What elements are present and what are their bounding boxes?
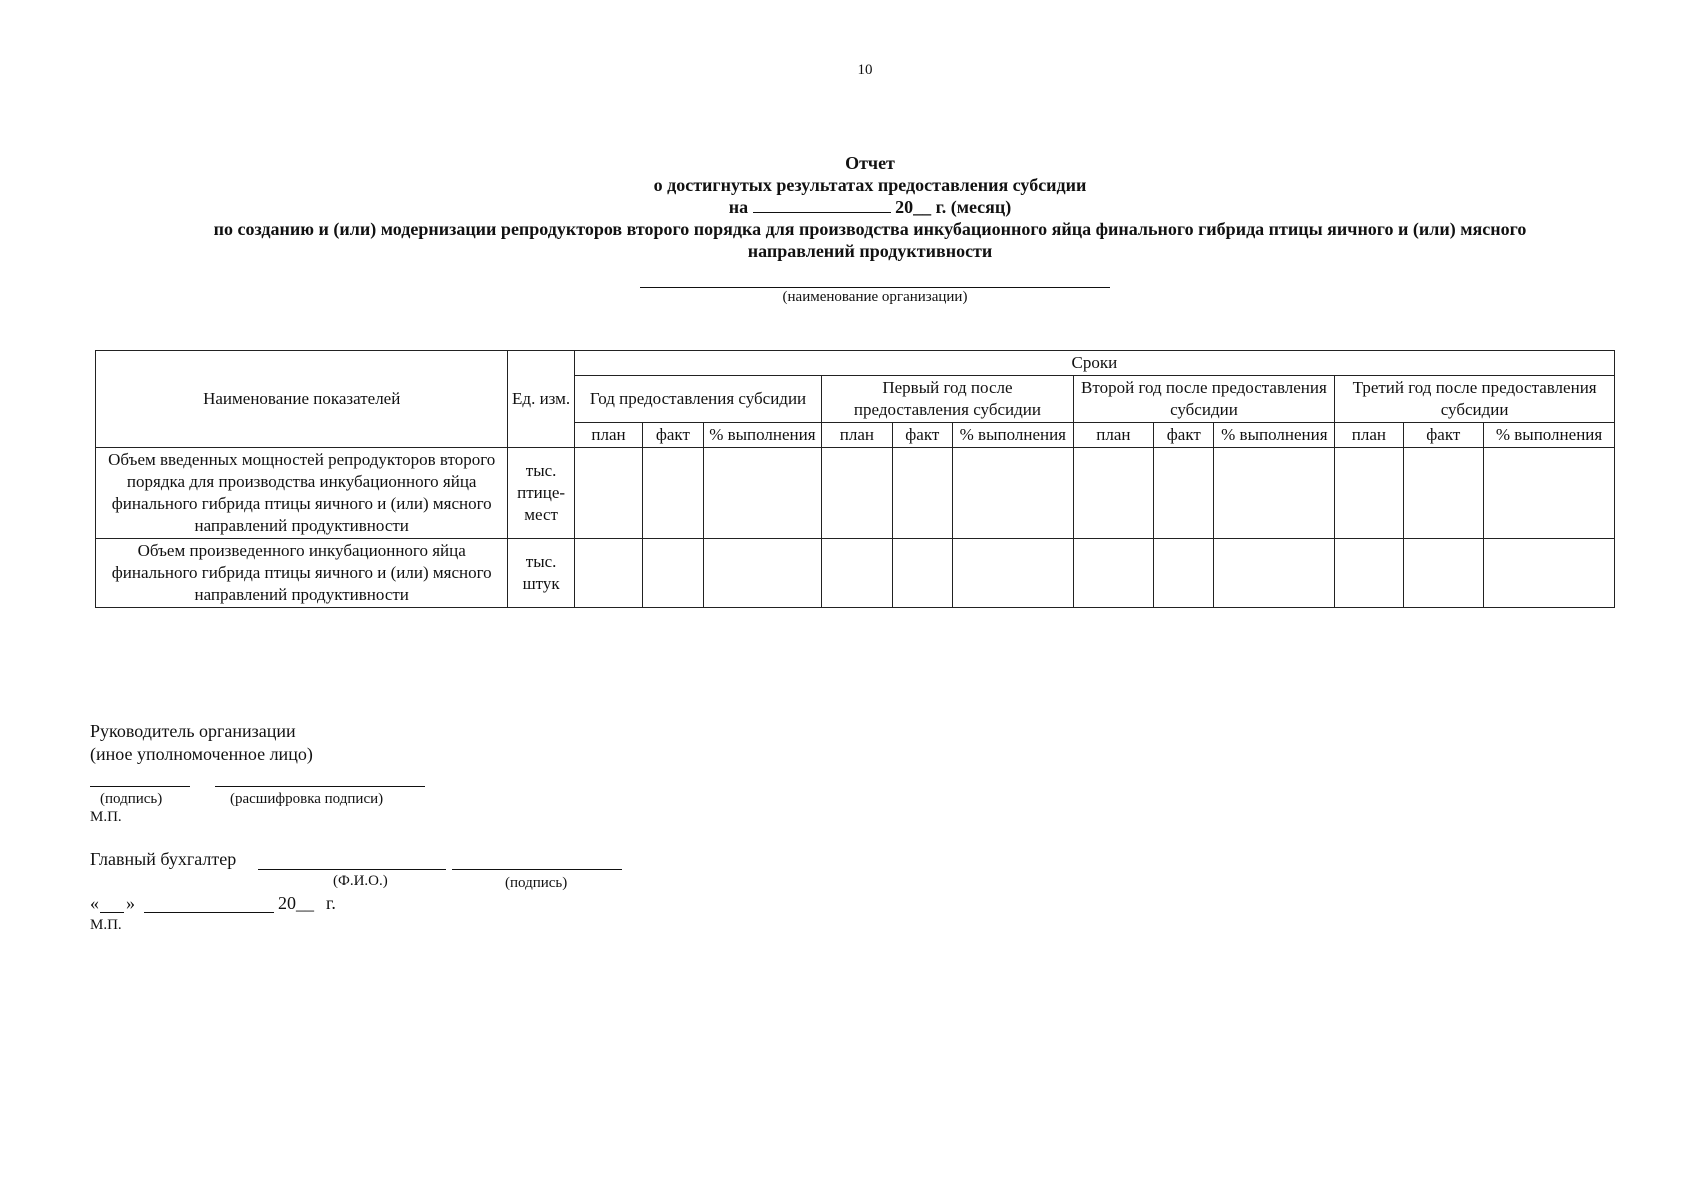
header-fact: факт [892,423,952,448]
head-signature-caption: (подпись) [100,791,163,807]
empty-cell[interactable] [952,539,1073,608]
empty-cell[interactable] [1154,448,1214,539]
empty-cell[interactable] [574,448,642,539]
head-title-alt: (иное уполномоченное лицо) [90,744,313,764]
report-title [100,152,1640,262]
day-blank-line[interactable] [100,912,124,913]
empty-cell[interactable] [1403,539,1483,608]
header-period-0: Год предоставления субсидии [574,376,821,423]
fio-caption: (Ф.И.О.) [333,873,388,889]
date-quote-close: » [126,893,135,913]
organization-name-caption: (наименование организации) [782,289,968,305]
empty-cell[interactable] [643,539,703,608]
header-terms: Сроки [574,351,1614,376]
accountant-signature-line[interactable] [452,869,622,870]
empty-cell[interactable] [1073,539,1153,608]
header-fact: факт [643,423,703,448]
stamp-label-1: М.П. [90,809,122,825]
title-line-2: о достигнутых результатах предоставления субсидии [653,175,1087,195]
head-decode-line[interactable] [215,786,425,787]
header-row-terms [96,351,1615,376]
empty-cell[interactable] [1214,539,1335,608]
empty-cell[interactable] [952,448,1073,539]
month-blank-line[interactable] [144,912,274,913]
empty-cell[interactable] [1484,448,1615,539]
header-plan: план [1073,423,1153,448]
head-decode-caption: (расшифровка подписи) [230,791,384,807]
empty-cell[interactable] [1154,539,1214,608]
empty-cell[interactable] [822,539,892,608]
empty-cell[interactable] [1484,539,1615,608]
header-fact: факт [1154,423,1214,448]
table-row [96,539,1615,608]
header-percent: % выполнения [1484,423,1615,448]
empty-cell[interactable] [643,448,703,539]
empty-cell[interactable] [1335,539,1403,608]
accountant-signature-caption: (подпись) [505,875,568,891]
header-percent: % выполнения [703,423,822,448]
title-line-5: направлений продуктивности [747,241,993,261]
empty-cell[interactable] [1214,448,1335,539]
empty-cell[interactable] [574,539,642,608]
header-period-3: Третий год после предоставления субсидии [1335,376,1615,423]
stamp-label-2: М.П. [90,917,122,933]
date-suffix: г. [326,893,336,913]
empty-cell[interactable] [1073,448,1153,539]
header-period-1: Первый год после предоставления субсидии [822,376,1073,423]
title-line-4: по созданию и (или) модернизации репродукторов второго порядка для производства инкубационного яйца финального гибрида птицы яичного и (или) мясного [213,219,1527,239]
title-line-3 [100,196,1640,218]
head-signature-line[interactable] [90,786,190,787]
header-plan: план [574,423,642,448]
chief-accountant-label: Главный бухгалтер [90,849,237,869]
date-quote-open: « [90,893,99,913]
indicator-unit: тыс. птице-мест [508,448,574,539]
organization-name-line [640,287,1110,288]
indicator-unit: тыс. штук [508,539,574,608]
header-plan: план [1335,423,1403,448]
empty-cell[interactable] [892,448,952,539]
header-period-2: Второй год после предоставления субсидии [1073,376,1335,423]
empty-cell[interactable] [703,539,822,608]
empty-cell[interactable] [703,448,822,539]
title-on-label: на [728,197,749,217]
results-table [95,350,1615,608]
title-year: 20__ [895,197,932,217]
header-fact: факт [1403,423,1483,448]
empty-cell[interactable] [1335,448,1403,539]
header-plan: план [822,423,892,448]
header-unit: Ед. изм. [508,351,574,448]
header-percent: % выполнения [952,423,1073,448]
title-month: г. (месяц) [935,197,1012,217]
date-year: 20__ [278,893,314,913]
title-line-1: Отчет [845,153,895,173]
date-blank-line [753,196,891,213]
empty-cell[interactable] [822,448,892,539]
header-indicator: Наименование показателей [96,351,508,448]
empty-cell[interactable] [892,539,952,608]
page-number: 10 [857,62,873,78]
table-row [96,448,1615,539]
indicator-name: Объем введенных мощностей репродукторов второго порядка для производства инкубационного яйца финального гибрида птицы яичного и (или) мясного направлений продуктивности [96,448,508,539]
indicator-name: Объем произведенного инкубационного яйца финального гибрида птицы яичного и (или) мясного направлений продуктивности [96,539,508,608]
head-title: Руководитель организации [90,721,296,741]
empty-cell[interactable] [1403,448,1483,539]
header-percent: % выполнения [1214,423,1335,448]
